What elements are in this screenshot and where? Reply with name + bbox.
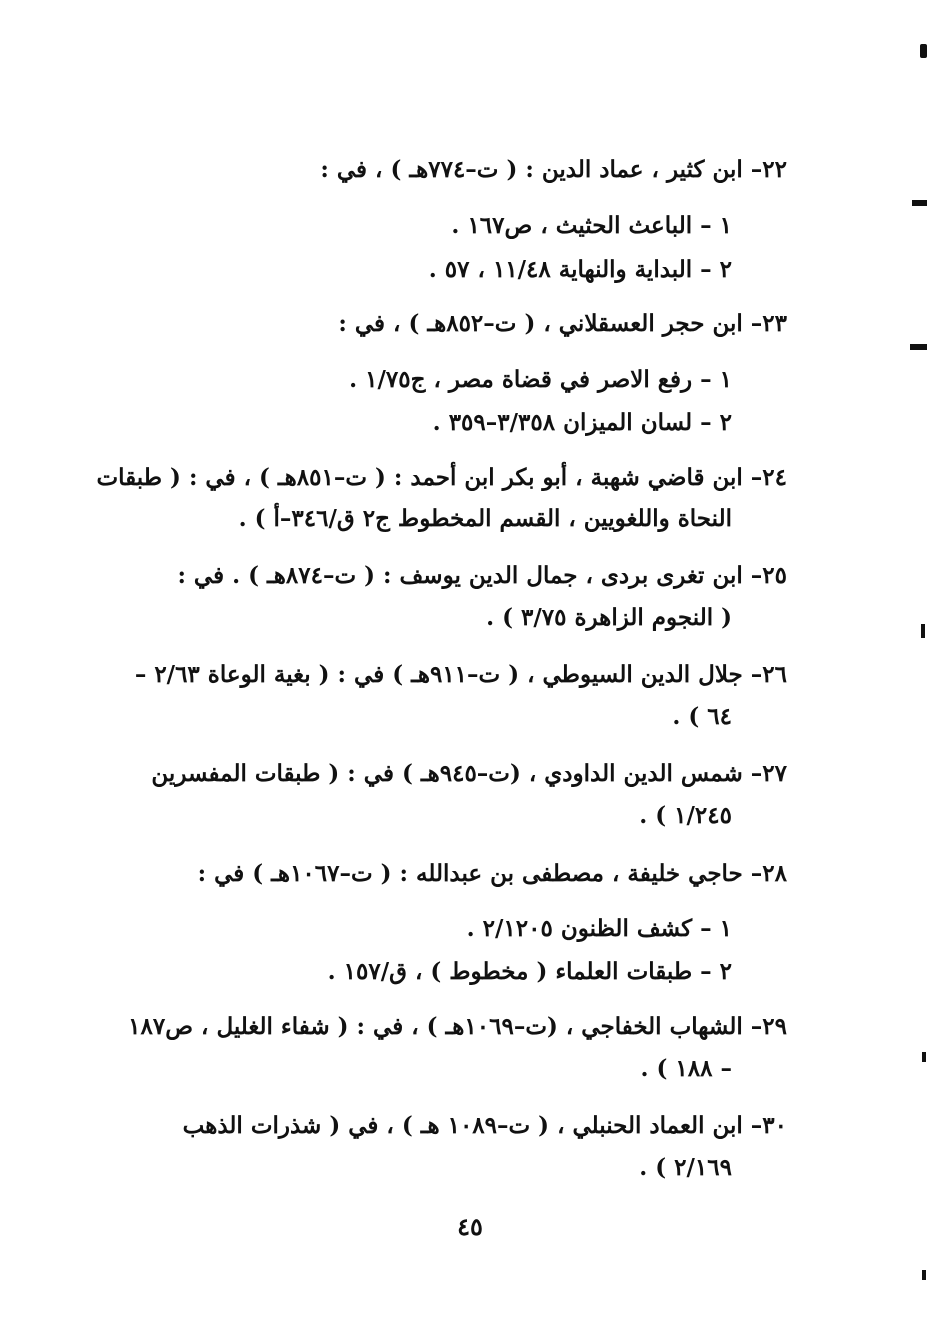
entry-22-line-2: ٢ – البداية والنهاية ١١/٤٨ ، ٥٧ . xyxy=(428,256,732,283)
entry-26-line-1: ٦٤ ) . xyxy=(672,703,732,730)
entry-24-line-1: النحاة واللغويين ، القسم المخطوط ج٢ ق/٣٤٦–أ ) . xyxy=(238,505,732,532)
entry-28-line-1: ١ – كشف الظنون ٢/١٢٠٥ . xyxy=(466,915,732,942)
entry-28-line-2: ٢ – طبقات العلماء ( مخطوط ) ، ق/١٥٧ . xyxy=(327,958,732,985)
entry-29-heading: ٢٩– الشهاب الخفاجي ، (ت–١٠٦٩هـ ) ، في : ( شفاء الغليل ، ص١٨٧ xyxy=(128,1013,787,1040)
entry-30-line-1: ٢/١٦٩ ) . xyxy=(639,1154,732,1181)
scan-edge-mark xyxy=(922,1052,926,1062)
entry-23-line-1: ١ – رفع الاصر في قضاة مصر ، ج١/٧٥ . xyxy=(349,366,732,393)
entry-25-line-1: ( النجوم الزاهرة ٣/٧٥ ) . xyxy=(486,604,732,631)
entry-22-heading: ٢٢– ابن كثير ، عماد الدين : ( ت–٧٧٤هـ ) ، في : xyxy=(320,156,787,183)
page-number: ٤٥ xyxy=(457,1212,483,1241)
scan-edge-mark xyxy=(912,200,927,206)
entry-28-heading: ٢٨– حاجي خليفة ، مصطفى بن عبدالله : ( ت–١٠٦٧هـ ) في : xyxy=(197,860,787,887)
entry-26-heading: ٢٦– جلال الدين السيوطي ، ( ت–٩١١هـ ) في : ( بغية الوعاة ٢/٦٣ – xyxy=(134,661,787,688)
entry-23-line-2: ٢ – لسان الميزان ٣/٣٥٨–٣٥٩ . xyxy=(432,409,732,436)
scan-edge-mark xyxy=(920,44,927,58)
entry-25-heading: ٢٥– ابن تغرى بردى ، جمال الدين يوسف : ( ت–٨٧٤هـ ) . في : xyxy=(177,562,787,589)
scan-edge-mark xyxy=(921,624,925,638)
entry-22-line-1: ١ – الباعث الحثيث ، ص١٦٧ . xyxy=(451,212,732,239)
entry-30-heading: ٣٠– ابن العماد الحنبلي ، ( ت–١٠٨٩ هـ ) ، في ( شذرات الذهب xyxy=(182,1112,787,1139)
entry-24-heading: ٢٤– ابن قاضي شهبة ، أبو بكر ابن أحمد : ( ت–٨٥١هـ ) ، في : ( طبقات xyxy=(96,464,787,491)
scan-edge-mark xyxy=(922,1270,926,1280)
scan-edge-mark xyxy=(910,344,927,350)
entry-29-line-1: – ١٨٨ ) . xyxy=(640,1055,732,1082)
entry-23-heading: ٢٣– ابن حجر العسقلاني ، ( ت–٨٥٢هـ ) ، في : xyxy=(338,310,787,337)
entry-27-heading: ٢٧– شمس الدين الداودي ، (ت–٩٤٥هـ ) في : ( طبقات المفسرين xyxy=(151,760,787,787)
entry-27-line-1: ١/٢٤٥ ) . xyxy=(639,802,732,829)
